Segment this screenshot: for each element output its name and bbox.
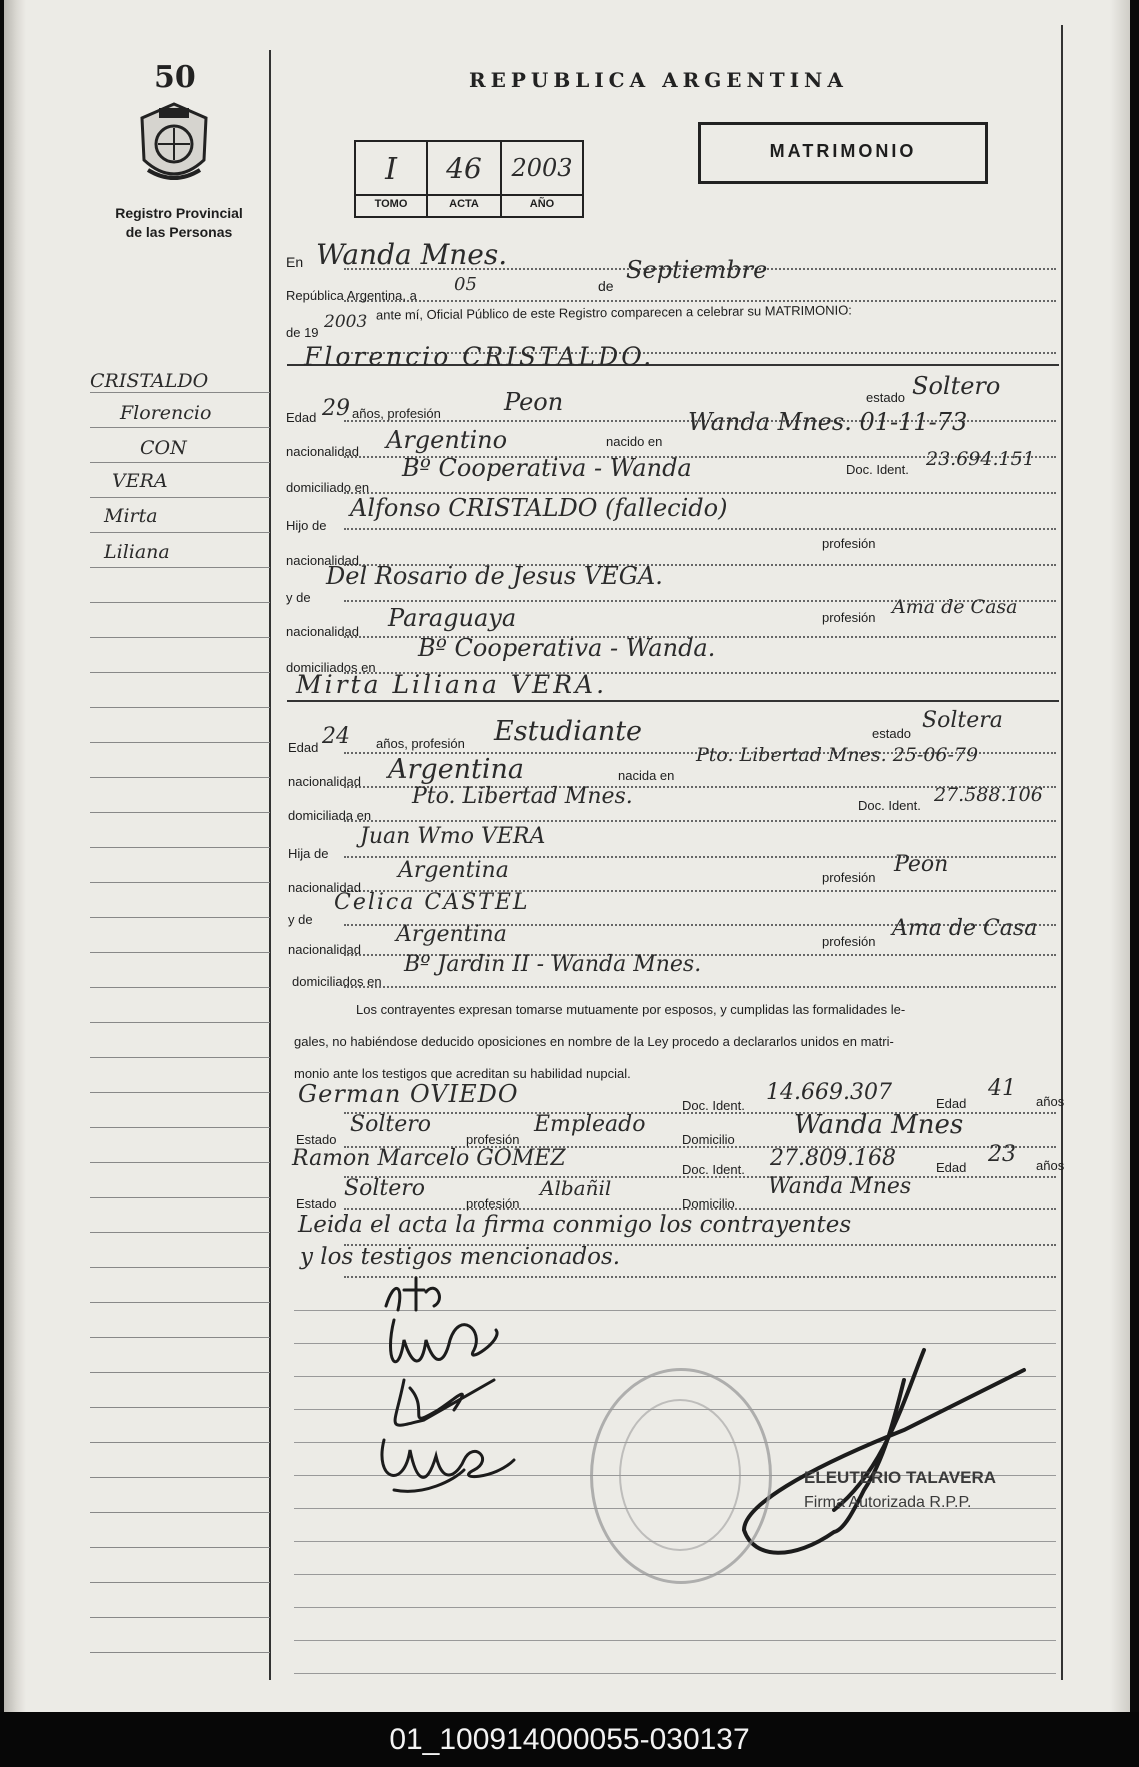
margin-rule-line xyxy=(90,1302,270,1303)
witness1-edad-label: Edad xyxy=(936,1096,967,1111)
witness2-estado-label: Estado xyxy=(296,1196,337,1211)
witness2-profesion: Albañil xyxy=(540,1176,612,1200)
margin-rule-line xyxy=(90,1162,270,1163)
bride-doc-label: Doc. Ident. xyxy=(858,798,921,813)
bride-profesion: Estudiante xyxy=(494,716,643,747)
margin-rule xyxy=(269,50,271,1680)
groom-nac-label: nacionalidad xyxy=(286,444,360,459)
bride-edad-label: Edad xyxy=(288,740,319,755)
bride-madre-nac: Argentina xyxy=(396,922,507,947)
witness1-domicilio: Wanda Mnes xyxy=(794,1110,964,1140)
margin-surname-groom: CRISTALDO xyxy=(90,370,209,392)
binding-shadow xyxy=(4,0,26,1712)
bride-madre-prof-label: profesión xyxy=(822,934,876,949)
groom-madre-prof: Ama de Casa xyxy=(892,596,1018,618)
bride-padres-dom: Bº Jardin II - Wanda Mnes. xyxy=(404,952,702,977)
groom-name: Florencio CRISTALDO. xyxy=(304,342,655,371)
groom-madre-prof-label: profesión xyxy=(822,610,876,625)
witness2-prof-label: profesión xyxy=(466,1196,520,1211)
bride-doc: 27.588.106 xyxy=(934,784,1043,806)
margin-given-bride-2: Liliana xyxy=(104,541,170,563)
margin-rule-line xyxy=(90,672,270,673)
groom-nacionalidad: Argentino xyxy=(386,426,508,454)
groom-nacido: Wanda Mnes. 01-11-73 xyxy=(688,408,968,436)
witness2-name: Ramon Marcelo GOMEZ xyxy=(292,1146,566,1171)
acta-value: 46 xyxy=(446,152,482,185)
margin-rule-line xyxy=(90,952,270,953)
bride-domicilio: Pto. Libertad Mnes. xyxy=(412,784,633,809)
acta-label: ACTA xyxy=(449,198,479,210)
witness2-dom-label: Domicilio xyxy=(682,1196,735,1211)
groom-domicilio: Bº Cooperativa - Wanda xyxy=(402,454,692,482)
witness2-edad-label: Edad xyxy=(936,1160,967,1175)
witness1-dom-label: Domicilio xyxy=(682,1132,735,1147)
official-title: Firma Autorizada R.P.P. xyxy=(804,1494,972,1511)
bride-padres-dom-label: domiciliados en xyxy=(292,974,382,989)
tomo-label: TOMO xyxy=(374,198,408,210)
margin-rule-line xyxy=(90,1197,270,1198)
bride-separator xyxy=(287,700,1059,702)
bride-padre-prof: Peon xyxy=(894,852,949,877)
intro-year: 2003 xyxy=(324,312,368,332)
groom-profesion: Peon xyxy=(504,388,564,416)
page-edge xyxy=(1110,0,1130,1712)
groom-madre: Del Rosario de Jesus VEGA. xyxy=(326,562,663,590)
margin-rule-line xyxy=(90,1127,270,1128)
groom-hijo-label: Hijo de xyxy=(286,518,327,533)
bride-anos-label: años, profesión xyxy=(376,736,465,751)
dotted-rule-line xyxy=(344,528,1056,530)
margin-rule-line xyxy=(90,1617,270,1618)
dotted-rule-line xyxy=(344,300,1056,302)
signature-official xyxy=(744,1350,1024,1553)
closing-line-2: y los testigos mencionados. xyxy=(300,1244,621,1270)
en-label: En xyxy=(286,254,304,270)
signature-groom xyxy=(395,1380,494,1425)
bride-nacida: Pto. Libertad Mnes. 25-06-79 xyxy=(696,744,979,766)
margin-rule-line xyxy=(90,1652,270,1653)
margin-rule-line xyxy=(90,777,270,778)
signature-bride xyxy=(382,1440,514,1491)
dotted-rule-line xyxy=(344,986,1056,988)
document-title: REPUBLICA ARGENTINA xyxy=(469,68,848,92)
margin-surname-bride: VERA xyxy=(112,470,168,492)
witness1-profesion: Empleado xyxy=(534,1112,646,1137)
folio-number: 50 xyxy=(154,60,196,95)
act-reference-box xyxy=(354,140,584,218)
margin-rule-line xyxy=(90,742,270,743)
rep-label: República Argentina, a xyxy=(286,288,417,303)
dotted-rule-line xyxy=(344,820,1056,822)
groom-edad-label: Edad xyxy=(286,410,317,425)
ano-label: AÑO xyxy=(529,198,555,210)
groom-doc-label: Doc. Ident. xyxy=(846,462,909,477)
official-stamp-icon xyxy=(590,1368,772,1584)
margin-rule-line xyxy=(90,1512,270,1513)
groom-edad: 29 xyxy=(322,396,350,421)
margin-rule-line xyxy=(90,462,270,463)
groom-yde-label: y de xyxy=(286,590,311,605)
margin-rule-line xyxy=(90,1477,270,1478)
margin-rule-line xyxy=(90,1442,270,1443)
groom-dom-label: domiciliado en xyxy=(286,480,370,495)
bride-edad: 24 xyxy=(322,724,350,749)
bride-nacida-label: nacida en xyxy=(618,768,675,783)
margin-con: CON xyxy=(140,437,187,459)
declaration-line-3: monio ante los testigos que acreditan su habilidad nupcial. xyxy=(294,1066,631,1081)
margin-rule-line xyxy=(90,1372,270,1373)
margin-rule-line xyxy=(90,812,270,813)
closing-line-1: Leida el acta la firma conmigo los contrayentes xyxy=(298,1212,852,1238)
intro-day: 05 xyxy=(454,274,477,295)
margin-rule-line xyxy=(90,1232,270,1233)
groom-padres-dom-label: domiciliados en xyxy=(286,660,376,675)
bride-nac-label: nacionalidad xyxy=(288,774,362,789)
act-type-label: MATRIMONIO xyxy=(769,141,917,161)
bride-padre-nac-label: nacionalidad xyxy=(288,880,362,895)
groom-estado-label: estado xyxy=(866,390,906,405)
margin-rule-line xyxy=(90,1582,270,1583)
intro-text: ante mí, Oficial Público de este Registro comparecen a celebrar su MATRIMONIO: xyxy=(375,302,852,323)
margin-rule-line xyxy=(90,497,270,498)
margin-rule-line xyxy=(90,1092,270,1093)
act-type-box xyxy=(698,122,988,184)
witness2-doc: 27.809.168 xyxy=(770,1146,896,1171)
witness1-prof-label: profesión xyxy=(466,1132,520,1147)
margin-rule-line xyxy=(90,427,270,428)
witness2-doc-label: Doc. Ident. xyxy=(682,1162,745,1177)
margin-rule-line xyxy=(90,707,270,708)
margin-rule-line xyxy=(90,392,270,393)
de-label: de xyxy=(598,278,614,294)
margin-rule-line xyxy=(90,637,270,638)
groom-anos-label: años, profesión xyxy=(352,406,441,421)
groom-madre-nac: Paraguaya xyxy=(388,604,517,632)
year-prefix: de 19 xyxy=(286,325,319,340)
groom-padre-nac-label: nacionalidad xyxy=(286,553,360,568)
margin-rule-line xyxy=(90,987,270,988)
margin-rule-line xyxy=(90,567,270,568)
witness2-estado: Soltero xyxy=(344,1176,425,1201)
witness1-doc-label: Doc. Ident. xyxy=(682,1098,745,1113)
groom-doc: 23.694.151 xyxy=(926,448,1035,470)
groom-nacido-label: nacido en xyxy=(606,434,663,449)
declaration-line-1: Los contrayentes expresan tomarse mutuamente por esposos, y cumplidas las formalidades le- xyxy=(356,1002,906,1017)
bride-yde-label: y de xyxy=(288,912,313,927)
witness2-edad: 23 xyxy=(988,1142,1016,1167)
declaration-line-2: gales, no habiéndose deducido oposiciones en nombre de la Ley procedo a declararlos unidos en matri- xyxy=(294,1034,894,1049)
margin-given-groom: Florencio xyxy=(120,402,212,424)
bride-estado-label: estado xyxy=(872,726,912,741)
bride-padre: Juan Wmo VERA xyxy=(360,824,546,849)
groom-estado: Soltero xyxy=(912,372,1001,400)
signature-witness-2 xyxy=(391,1320,498,1362)
signature-witness-1 xyxy=(386,1278,439,1310)
tomo-value: I xyxy=(385,152,397,187)
bride-padre-nac: Argentina xyxy=(398,858,509,883)
provincial-seal-icon xyxy=(134,100,214,190)
witness1-edad: 41 xyxy=(988,1076,1016,1101)
registry-name: Registro Provincial de las Personas xyxy=(115,205,243,240)
bride-nacionalidad: Argentina xyxy=(388,754,525,785)
witness1-estado-label: Estado xyxy=(296,1132,337,1147)
margin-rule-line xyxy=(90,532,270,533)
register-page xyxy=(4,0,1130,1712)
groom-padre-prof-label: profesión xyxy=(822,536,876,551)
bride-estado: Soltera xyxy=(922,708,1003,733)
bride-madre: Celica CASTEL xyxy=(334,890,530,915)
witness2-anos: años xyxy=(1036,1158,1065,1173)
margin-rule-line xyxy=(90,1547,270,1548)
margin-rule-line xyxy=(90,1022,270,1023)
bride-padre-prof-label: profesión xyxy=(822,870,876,885)
official-name: ELEUTERIO TALAVERA xyxy=(804,1468,997,1487)
margin-rule-line xyxy=(90,1337,270,1338)
bride-hija-label: Hija de xyxy=(288,846,329,861)
groom-padres-dom: Bº Cooperativa - Wanda. xyxy=(418,634,716,662)
margin-rule-line xyxy=(90,1267,270,1268)
groom-madre-nac-label: nacionalidad xyxy=(286,624,360,639)
groom-padre: Alfonso CRISTALDO (fallecido) xyxy=(350,494,728,522)
margin-given-bride-1: Mirta xyxy=(104,505,158,527)
witness1-doc: 14.669.307 xyxy=(766,1080,892,1105)
witness2-domicilio: Wanda Mnes xyxy=(768,1174,912,1199)
ano-value: 2003 xyxy=(511,154,573,182)
margin-rule-line xyxy=(90,847,270,848)
bride-name: Mirta Liliana VERA. xyxy=(296,670,608,699)
intro-month: Septiembre xyxy=(626,256,768,284)
bride-madre-nac-label: nacionalidad xyxy=(288,942,362,957)
witness1-estado: Soltero xyxy=(350,1112,431,1137)
margin-rule-line xyxy=(90,917,270,918)
intro-place: Wanda Mnes. xyxy=(316,238,508,271)
bride-madre-prof: Ama de Casa xyxy=(892,916,1038,941)
scan-identifier: 01_100914000055-030137 xyxy=(0,1712,1139,1767)
margin-rule-line xyxy=(90,1407,270,1408)
bride-dom-label: domiciliada en xyxy=(288,808,372,823)
margin-rule-line xyxy=(90,602,270,603)
witness1-name: German OVIEDO xyxy=(298,1080,519,1108)
margin-rule-line xyxy=(90,882,270,883)
witness1-anos: años xyxy=(1036,1094,1065,1109)
margin-rule-line xyxy=(90,1057,270,1058)
